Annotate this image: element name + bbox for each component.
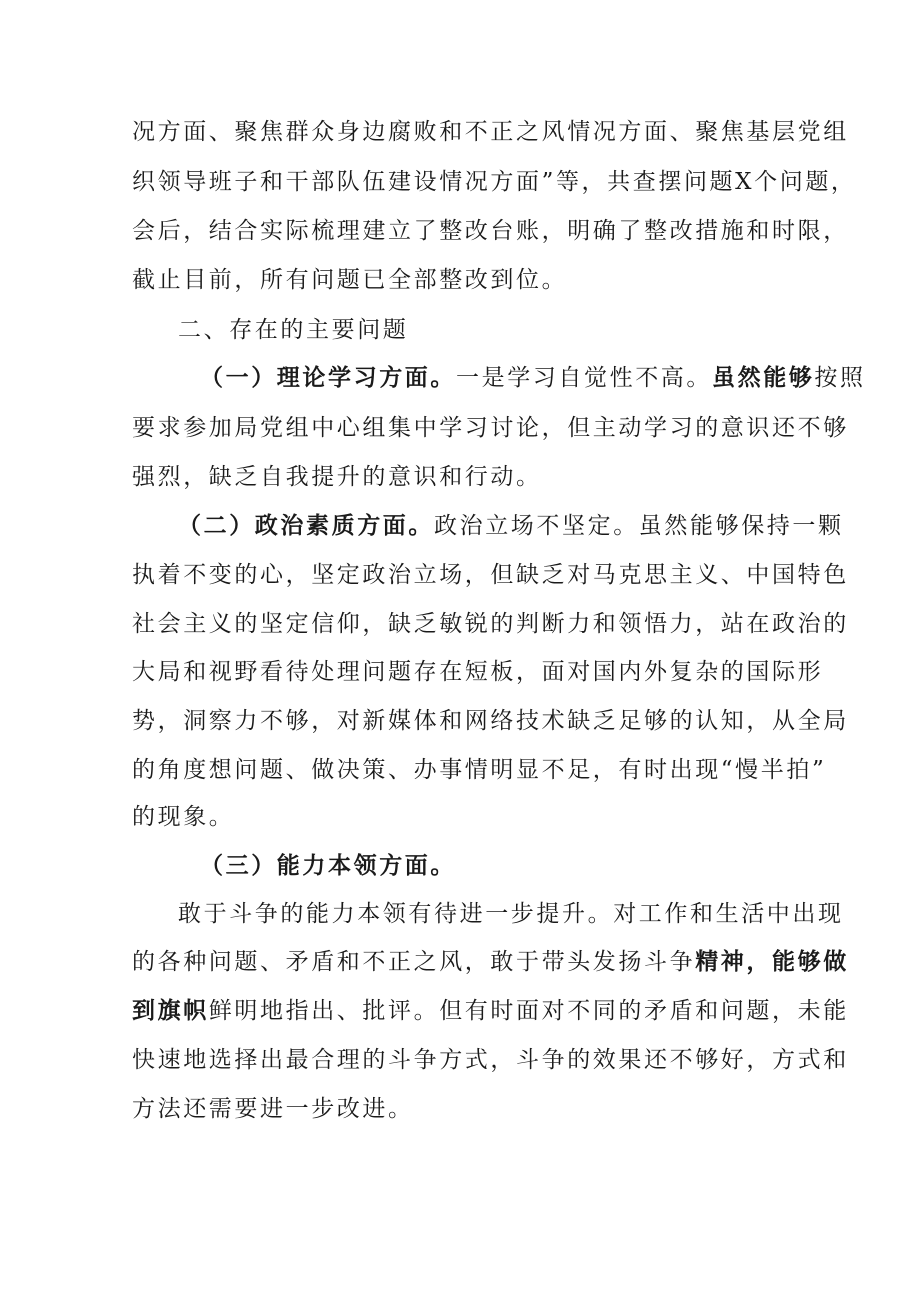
section-heading: 二、存在的主要问题 [178,317,409,343]
intro-line: 截止目前，所有问题已全部整改到位。 [132,267,568,293]
item2-rest: 政治立场不坚定。虽然能够保持一颗 [434,513,844,539]
item2-line: 执着不变的心，坚定政治立场，但缺乏对马克思主义、中国特色 [132,562,849,588]
item3-bold-phrase: 精神，能够做 [695,948,849,975]
item1-lead: 一是学习自觉性不高。 [456,365,712,391]
item3-line [132,947,849,977]
item3-line: 快速地选择出最合理的斗争方式，斗争的效果还不够好，方式和 [132,1047,849,1073]
intro-line: 会后，结合实际梳理建立了整改台账，明确了整改措施和时限， [132,218,849,244]
item1-rest: 按照 [814,365,866,391]
item1-first-line [200,363,866,393]
item3-title: （三）能力本领方面。 [200,852,456,879]
item1-bold-phrase: 虽然能够 [712,364,815,391]
item3-line [132,996,849,1026]
intro-line: 况方面、聚焦群众身边腐败和不正之风情况方面、聚焦基层党组 [132,119,849,145]
item1-line: 要求参加局党组中心组集中学习讨论，但主动学习的意识还不够 [132,415,849,441]
item1-title: （一）理论学习方面。 [200,364,456,391]
item3-line: 敢于斗争的能力本领有待进一步提升。对工作和生活中出现 [178,901,844,927]
item2-line: 的角度想问题、做决策、办事情明显不足，有时出现“慢半拍” [132,757,827,783]
item2-first-line [178,511,844,541]
item3-bold-phrase: 到旗帜 [132,997,209,1024]
item2-line: 势，洞察力不够，对新媒体和网络技术缺乏足够的认知，从全局 [132,708,849,734]
item2-line: 大局和视野看待处理问题存在短板，面对国内外复杂的国际形 [132,659,824,685]
intro-line: 织领导班子和干部队伍建设情况方面”等，共查摆问题X个问题， [132,169,857,195]
item2-line: 的现象。 [132,804,235,830]
item3-text: 的各种问题、矛盾和不正之风，敢于带头发扬斗争 [132,949,696,975]
item2-line: 社会主义的坚定信仰，缺乏敏锐的判断力和领悟力，站在政治的 [132,611,849,637]
item1-line: 强烈，缺乏自我提升的意识和行动。 [132,464,542,490]
item3-text: 鲜明地指出、批评。但有时面对不同的矛盾和问题，未能 [208,998,849,1024]
item2-title: （二）政治素质方面。 [178,512,434,539]
item3-line: 方法还需要进一步改进。 [132,1096,414,1122]
